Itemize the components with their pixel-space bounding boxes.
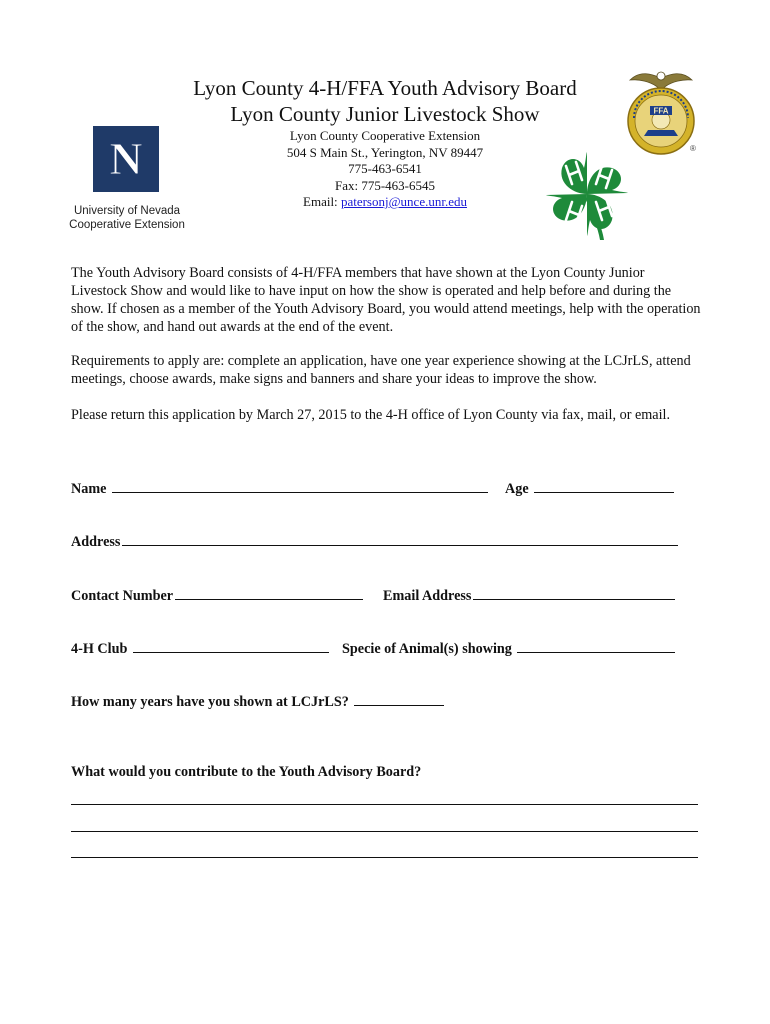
requirements-paragraph: Requirements to apply are: complete an application, have one year experience showing at the LCJrLS, attend meetings, choose awards, make signs and banners and share your ideas to improve the show. (71, 353, 691, 387)
age-label: Age (505, 481, 529, 497)
species-label: Specie of Animal(s) showing (342, 641, 512, 657)
species-field (342, 638, 675, 658)
return-instructions-paragraph: Please return this application by March 27, 2015 to the 4-H office of Lyon County via fax, mail, or email. (71, 407, 671, 423)
contact-number-input-line[interactable] (175, 585, 363, 600)
club-field (71, 638, 329, 658)
four-h-clover-logo (544, 150, 630, 242)
email-link[interactable]: patersonj@unce.unr.edu (340, 194, 467, 209)
years-input-line[interactable] (354, 691, 444, 706)
org-phone: 775-463-6541 (348, 161, 422, 176)
unr-n-icon (93, 126, 159, 192)
contact-number-field (71, 585, 363, 605)
svg-text:FFA: FFA (653, 106, 669, 116)
org-fax: Fax: 775-463-6545 (334, 177, 436, 193)
svg-text:N: N (109, 133, 143, 184)
name-label: Name (71, 481, 107, 497)
org-name: Lyon County Cooperative Extension (289, 128, 481, 143)
email-address-field (383, 585, 675, 605)
email-address-input-line[interactable] (473, 585, 675, 600)
address-input-line[interactable] (122, 531, 678, 546)
page-subtitle: Lyon County Junior Livestock Show (230, 102, 540, 126)
page-title: Lyon County 4-H/FFA Youth Advisory Board (193, 76, 577, 100)
unr-caption-line1: University of Nevada (73, 205, 181, 217)
unr-logo (93, 126, 159, 192)
registered-mark: ® (690, 144, 696, 153)
contribute-answer-line-1[interactable] (71, 804, 698, 805)
intro-paragraph: The Youth Advisory Board consists of 4-H/FFA members that have shown at the Lyon County Junior Livestock Show and would like to have input on how the show is operated and help before and during the show. If chosen as a member of the Youth Advisory Board, you would attend meetings, help with the operation of the show, and hand out awards at the end of the event. (71, 265, 701, 335)
unr-caption (62, 204, 192, 232)
age-field (505, 478, 674, 498)
club-label: 4-H Club (71, 641, 128, 657)
clover-icon (544, 150, 630, 242)
contribute-field (71, 763, 421, 781)
name-input-line[interactable] (112, 478, 488, 493)
org-address: 504 S Main St., Yerington, NV 89447 (286, 144, 484, 160)
email-address-label: Email Address (383, 588, 472, 604)
age-input-line[interactable] (534, 478, 674, 493)
club-input-line[interactable] (133, 638, 329, 653)
contact-number-label: Contact Number (71, 588, 174, 604)
email-label: Email: (303, 194, 341, 209)
years-label: How many years have you shown at LCJrLS? (71, 694, 349, 710)
species-input-line[interactable] (517, 638, 675, 653)
address-field (71, 531, 678, 551)
contribute-answer-line-3[interactable] (71, 857, 698, 858)
ffa-emblem-icon (624, 66, 698, 156)
address-label: Address (71, 534, 121, 550)
years-field (71, 691, 444, 711)
unr-caption-line2: Cooperative Extension (69, 219, 185, 231)
name-field (71, 478, 488, 498)
contribute-answer-line-2[interactable] (71, 831, 698, 832)
ffa-emblem (624, 66, 698, 156)
contribute-label: What would you contribute to the Youth Advisory Board? (71, 764, 422, 780)
